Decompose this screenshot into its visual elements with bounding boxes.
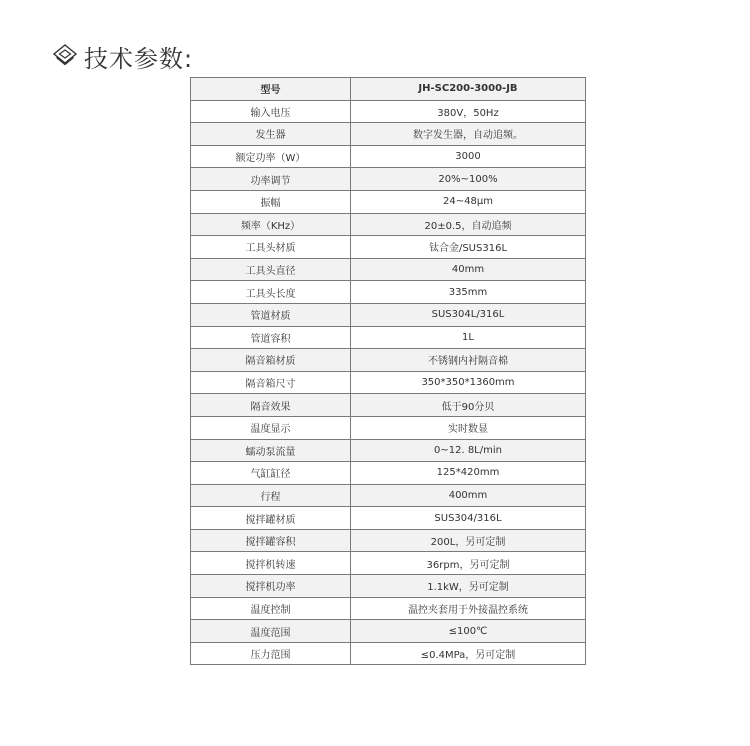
- spec-value: ≤100℃: [351, 620, 586, 643]
- spec-label: 温度控制: [191, 597, 351, 620]
- spec-value: SUS304/316L: [351, 507, 586, 530]
- spec-label: 隔音箱材质: [191, 349, 351, 372]
- spec-value: 低于90分贝: [351, 394, 586, 417]
- spec-label: 隔音箱尺寸: [191, 371, 351, 394]
- table-row: [191, 552, 586, 575]
- spec-value: 36rpm，另可定制: [351, 552, 586, 575]
- table-row: [191, 597, 586, 620]
- model-value: JH-SC200-3000-JB: [351, 78, 586, 101]
- table-row: [191, 394, 586, 417]
- table-row: [191, 326, 586, 349]
- table-row: [191, 303, 586, 326]
- table-row: [191, 145, 586, 168]
- spec-value: 350*350*1360mm: [351, 371, 586, 394]
- model-label: 型号: [191, 78, 351, 101]
- table-header-row: [191, 78, 586, 101]
- spec-value: 数字发生器，自动追频。: [351, 123, 586, 146]
- spec-label: 行程: [191, 484, 351, 507]
- spec-value: 380V，50Hz: [351, 100, 586, 123]
- table-row: [191, 168, 586, 191]
- spec-label: 输入电压: [191, 100, 351, 123]
- table-row: [191, 620, 586, 643]
- table-row: [191, 100, 586, 123]
- spec-label: 发生器: [191, 123, 351, 146]
- spec-label: 工具头直径: [191, 258, 351, 281]
- table-row: [191, 123, 586, 146]
- spec-value: 实时数显: [351, 416, 586, 439]
- table-row: [191, 258, 586, 281]
- table-row: [191, 529, 586, 552]
- spec-value: 钛合金/SUS316L: [351, 236, 586, 259]
- spec-value: 20±0.5，自动追频: [351, 213, 586, 236]
- spec-value: 335mm: [351, 281, 586, 304]
- table-row: [191, 349, 586, 372]
- spec-table: [190, 77, 586, 665]
- table-row: [191, 190, 586, 213]
- table-row: [191, 575, 586, 598]
- section-title: 技术参数:: [84, 44, 194, 73]
- table-row: [191, 416, 586, 439]
- spec-label: 工具头长度: [191, 281, 351, 304]
- table-row: [191, 281, 586, 304]
- spec-label: 搅拌罐材质: [191, 507, 351, 530]
- spec-value: 200L，另可定制: [351, 529, 586, 552]
- spec-label: 频率（KHz）: [191, 213, 351, 236]
- spec-value: 20%~100%: [351, 168, 586, 191]
- table-row: [191, 462, 586, 485]
- spec-value: ≤0.4MPa，另可定制: [351, 642, 586, 665]
- spec-label: 隔音效果: [191, 394, 351, 417]
- spec-label: 蠕动泵流量: [191, 439, 351, 462]
- spec-value: 0~12. 8L/min: [351, 439, 586, 462]
- table-row: [191, 507, 586, 530]
- spec-label: 管道容积: [191, 326, 351, 349]
- spec-value: 400mm: [351, 484, 586, 507]
- spec-label: 管道材质: [191, 303, 351, 326]
- spec-label: 搅拌机功率: [191, 575, 351, 598]
- table-row: [191, 484, 586, 507]
- spec-value: 125*420mm: [351, 462, 586, 485]
- spec-value: 24~48μm: [351, 190, 586, 213]
- spec-label: 搅拌机转速: [191, 552, 351, 575]
- spec-value: SUS304L/316L: [351, 303, 586, 326]
- spec-label: 温度显示: [191, 416, 351, 439]
- table-row: [191, 439, 586, 462]
- spec-label: 温度范围: [191, 620, 351, 643]
- spec-value: 1.1kW，另可定制: [351, 575, 586, 598]
- table-row: [191, 371, 586, 394]
- table-row: [191, 213, 586, 236]
- spec-value: 40mm: [351, 258, 586, 281]
- spec-value: 不锈钢内衬隔音棉: [351, 349, 586, 372]
- spec-value: 1L: [351, 326, 586, 349]
- spec-label: 压力范围: [191, 642, 351, 665]
- spec-label: 额定功率（W）: [191, 145, 351, 168]
- section-heading: [52, 38, 193, 74]
- spec-value: 3000: [351, 145, 586, 168]
- spec-label: 搅拌罐容积: [191, 529, 351, 552]
- spec-label: 工具头材质: [191, 236, 351, 259]
- table-row: [191, 642, 586, 665]
- layers-diamond-icon: [52, 43, 78, 69]
- spec-label: 振幅: [191, 190, 351, 213]
- spec-value: 温控夹套用于外接温控系统: [351, 597, 586, 620]
- spec-label: 气缸缸径: [191, 462, 351, 485]
- spec-label: 功率调节: [191, 168, 351, 191]
- table-row: [191, 236, 586, 259]
